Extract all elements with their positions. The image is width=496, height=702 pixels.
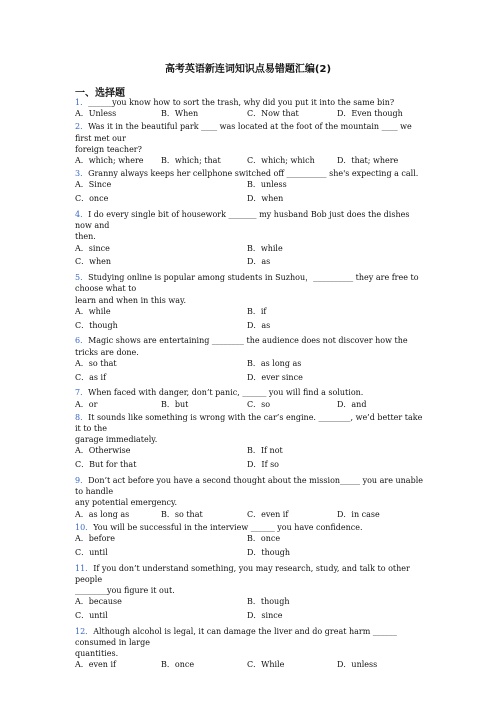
answer-option: D．unless [337, 660, 378, 670]
options-row [75, 445, 425, 459]
question-text: then. [75, 232, 96, 242]
answer-option: D．in case [337, 509, 380, 519]
answer-option: D．and [337, 399, 367, 409]
question-number: 4． [75, 209, 89, 219]
question-text: any potential emergency. [75, 498, 178, 508]
question-item [75, 209, 425, 270]
options-row [75, 547, 425, 561]
answer-option: C．as if [75, 372, 107, 382]
question-number: 2． [75, 122, 89, 132]
question-text: ________you figure it out. [75, 585, 175, 595]
answer-option: A．because [75, 597, 122, 607]
question-stem-line [75, 144, 425, 155]
options-row [75, 358, 425, 372]
question-text: ______you know how to sort the trash, why did you put it into the same bin? [88, 98, 395, 107]
answer-option: D．since [247, 610, 283, 620]
answer-option: A．even if [75, 660, 116, 670]
question-text: Granny always keeps her cellphone switched off __________ she's expecting a call. [88, 169, 419, 179]
options-row [75, 610, 425, 624]
answer-option: B．if [247, 306, 267, 316]
question-number: 7． [75, 388, 89, 398]
question-stem-line [75, 434, 425, 445]
options-row [75, 179, 425, 193]
answer-option: A．while [75, 306, 111, 316]
section-heading: 一、选择题 [75, 88, 125, 99]
answer-option: C．But for that [75, 460, 137, 470]
question-text: Was it in the beautiful park ____ was located at the foot of the mountain ____ we first met our [75, 122, 412, 143]
question-text: It sounds like something is wrong with the car’s engine. ________, we’d better take it to the [75, 412, 423, 433]
question-number: 10． [75, 522, 94, 532]
options-row [75, 243, 425, 257]
question-stem-line [75, 648, 425, 659]
question-item [75, 475, 425, 520]
answer-option: B．but [161, 399, 189, 409]
options-row [75, 256, 425, 270]
answer-option: B．unless [247, 180, 287, 190]
question-item [75, 522, 425, 561]
answer-option: C．when [75, 257, 112, 267]
question-stem-line [75, 585, 425, 596]
question-stem-line [75, 497, 425, 508]
answer-option: A．Unless [75, 109, 117, 119]
answer-option: A．as long as [75, 509, 130, 519]
question-stem-line [75, 563, 425, 585]
answer-option: D．as [247, 320, 271, 330]
question-number: 1． [75, 98, 89, 107]
question-number: 8． [75, 412, 89, 422]
question-text: foreign teacher? [75, 144, 142, 154]
question-text: I do every single bit of housework _______ my husband Bob just does the dishes now and [75, 209, 410, 231]
answer-option: D．that; where [337, 156, 399, 165]
answer-option: C．until [75, 547, 108, 557]
answer-option: C．even if [247, 509, 289, 519]
answer-option: A．Otherwise [75, 446, 131, 456]
answer-option: A．since [75, 243, 110, 253]
question-stem-line [75, 412, 425, 434]
answer-option: B．so that [161, 509, 203, 519]
question-text: garage immediately. [75, 435, 158, 445]
question-stem-line [75, 209, 425, 231]
answer-option: A．which; where [75, 156, 144, 165]
answer-option: B．once [161, 660, 195, 670]
question-stem-line [75, 121, 425, 143]
answer-option: B．though [247, 597, 290, 607]
question-item [75, 563, 425, 624]
answer-option: C．which; which [247, 156, 315, 165]
question-stem-line [75, 272, 425, 294]
question-item [75, 97, 425, 119]
question-stem-line [75, 475, 425, 497]
answer-option: C．though [75, 320, 118, 330]
question-stem-line [75, 168, 425, 179]
answer-option: D．as [247, 257, 271, 267]
question-stem-line [75, 522, 425, 533]
question-item [75, 121, 425, 166]
answer-option: B．which; that [161, 156, 221, 165]
answer-option: D．If so [247, 460, 279, 470]
question-item [75, 272, 425, 333]
question-stem-line [75, 626, 425, 648]
question-list [75, 97, 425, 671]
answer-option: A．Since [75, 180, 112, 190]
question-number: 11． [75, 563, 94, 573]
options-row [75, 320, 425, 334]
answer-option: A．or [75, 399, 98, 409]
question-number: 9． [75, 475, 89, 485]
question-number: 3． [75, 169, 89, 179]
question-item [75, 168, 425, 207]
answer-option: D．ever since [247, 372, 303, 382]
question-text: Magic shows are entertaining ________ the audience does not discover how the tricks are done. [75, 336, 408, 357]
answer-option: C．While [247, 660, 285, 670]
options-row [75, 372, 425, 386]
question-text: Don’t act before you have a second thought about the mission_____ you are unable to handle [75, 475, 423, 497]
question-item [75, 412, 425, 473]
options-row [75, 533, 425, 547]
options-row [75, 306, 425, 320]
answer-option: B．while [247, 243, 283, 253]
answer-option: C．once [75, 194, 109, 204]
answer-option: B．once [247, 533, 281, 543]
question-text: Studying online is popular among students in Suzhou，__________ they are free to choose what to [75, 273, 419, 294]
page-title: 高考英语新连词知识点易错题汇编(2) [164, 64, 332, 75]
answer-option: C．until [75, 610, 108, 620]
question-item [75, 626, 425, 671]
answer-option: B．When [161, 109, 199, 119]
question-text: If you don’t understand something, you may research, study, and talk to other people [75, 563, 410, 584]
answer-option: A．before [75, 533, 115, 543]
answer-option: C．Now that [247, 109, 299, 119]
answer-option: D．though [247, 547, 291, 557]
options-row [75, 193, 425, 207]
answer-option: C．so [247, 399, 271, 409]
answer-option: B．If not [247, 446, 283, 456]
answer-option: D．when [247, 194, 284, 204]
answer-option: A．so that [75, 358, 117, 368]
options-row [75, 155, 425, 166]
question-text: Although alcohol is legal, it can damage the liver and do great harm ______ consumed in large [75, 626, 397, 647]
answer-option: D．Even though [337, 109, 403, 119]
question-number: 5． [75, 273, 89, 283]
options-row [75, 108, 425, 119]
question-stem-line [75, 335, 425, 357]
question-stem-line [75, 97, 425, 108]
question-number: 12． [75, 626, 94, 636]
question-item [75, 335, 425, 385]
options-row [75, 509, 425, 520]
question-stem-line [75, 231, 425, 242]
answer-option: B．as long as [247, 358, 302, 368]
question-text: When faced with danger, don’t panic, ______ you will find a solution. [88, 388, 364, 398]
question-item [75, 387, 425, 409]
question-stem-line [75, 387, 425, 398]
options-row [75, 459, 425, 473]
question-number: 6． [75, 336, 89, 346]
options-row [75, 659, 425, 670]
question-text: You will be successful in the interview ______ you have confidence. [93, 522, 363, 532]
question-stem-line [75, 295, 425, 306]
question-text: learn and when in this way. [75, 295, 187, 305]
options-row [75, 399, 425, 410]
question-text: quantities. [75, 649, 119, 659]
options-row [75, 596, 425, 610]
